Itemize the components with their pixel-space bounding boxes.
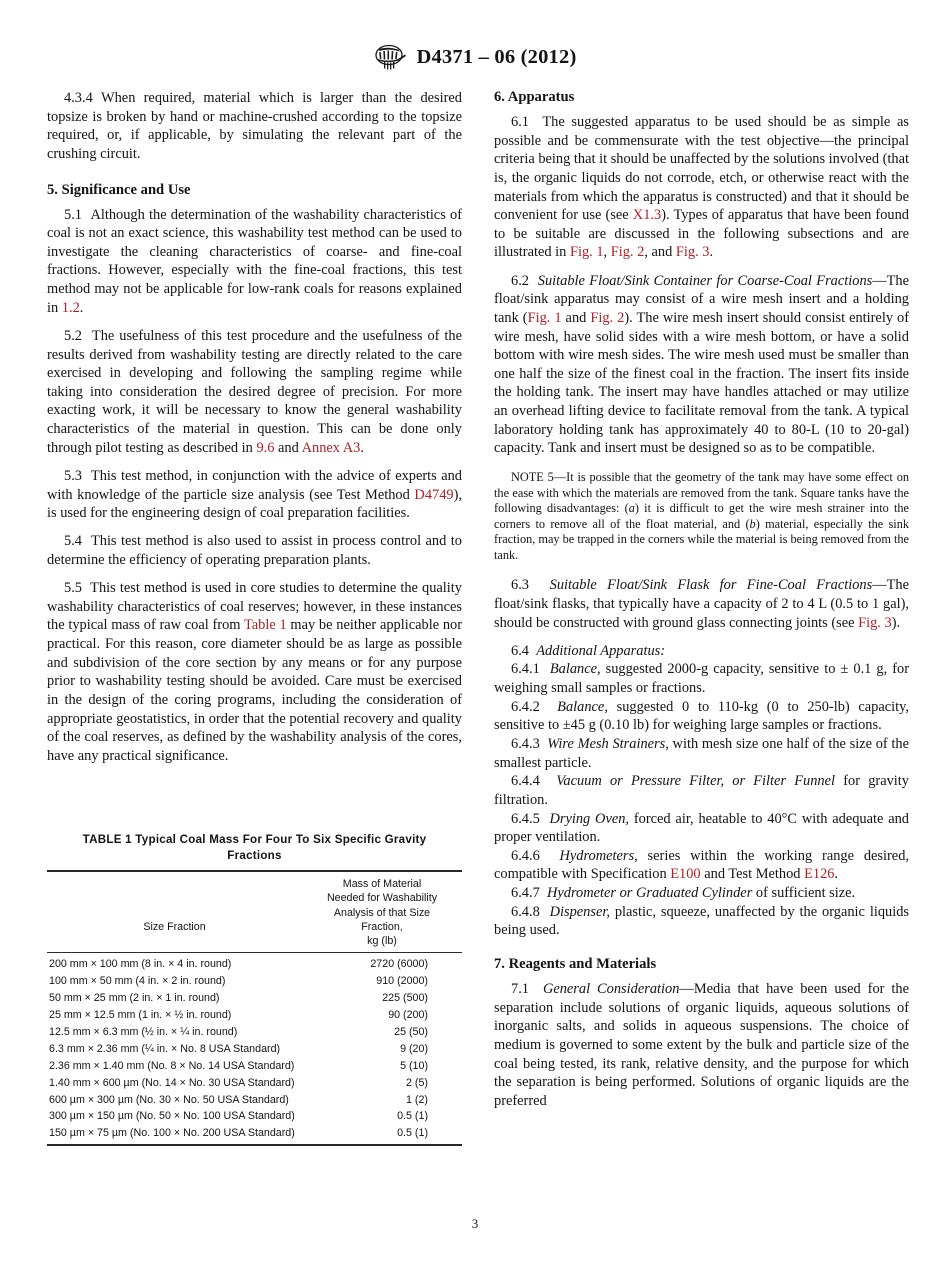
link-e126[interactable]: E126 <box>804 866 835 883</box>
heading-reagents-and-materials: 7. Reagents and Materials <box>494 955 657 972</box>
cell-size-fraction: 100 mm × 50 mm (4 in. × 2 in. round) <box>49 975 226 988</box>
clause-number: 6.4.8 <box>511 903 540 920</box>
paragraph-5-1 <box>47 206 462 318</box>
clause-text-tail: may be neither applicable nor practical. For this reason, core diameter should be as large as possible and subdivision of the core section by any means or for any purpose prior to washability testing should be avoided. Care must be exercised in the design of the coring programs, including the consideration of appropriate geostatistics, in order that the potential recovery and quality of the coal reserves, as defined by the washability analysis of the cores, have any practical significance. <box>47 617 463 764</box>
clause-text-mid: and <box>274 439 302 456</box>
clause-number: 6.3 <box>511 577 529 594</box>
clause-title: Hydrometers, <box>559 847 638 864</box>
link-e100[interactable]: E100 <box>670 866 701 883</box>
table-row <box>47 1007 462 1024</box>
clause-title: Wire Mesh Strainers, <box>547 735 669 752</box>
cell-size-fraction: 1.40 mm × 600 µm (No. 14 × No. 30 USA Standard) <box>49 1076 295 1089</box>
cell-mass: 2720 (6000) <box>370 958 428 971</box>
table-caption: TABLE 1 Typical Coal Mass For Four To Six Specific Gravity Fractions <box>82 832 427 863</box>
page-header <box>0 44 950 71</box>
clause-number: 4.3.4 <box>64 90 93 106</box>
clause-text-tail: . <box>79 299 84 316</box>
clause-number: 7.1 <box>511 980 529 997</box>
separator: , <box>603 244 611 261</box>
paragraph-6-4-3 <box>494 735 909 772</box>
note-label: NOTE 5 <box>511 470 554 485</box>
paragraph-5-3 <box>47 467 462 523</box>
clause-number: 6.4.7 <box>511 885 540 902</box>
clause-text-tail: ). The wire mesh insert should consist entirely of wire mesh, have solid sides with a wire mesh bottom, or have a solid bottom with wire mesh sides. The wire mesh used must be smaller than one half the size of the finest coal in the fraction. The insert fits inside the holding tank. The insert may have handles attached or may utilize an overhead lifting device to facilitate removal from the tank. A typical laboratory holding tank has approximately 40 to 80-L (10 to 20-gal) capacity. Tank and insert must be designed so as to be compatible. <box>494 309 909 457</box>
cell-size-fraction: 2.36 mm × 1.40 mm (No. 8 × No. 14 USA Standard) <box>49 1059 295 1072</box>
clause-number: 6.2 <box>511 272 529 289</box>
heading-significance-and-use: 5. Significance and Use <box>47 181 191 198</box>
paragraph-6-4-4 <box>494 772 909 809</box>
clause-title: Balance, <box>549 661 601 678</box>
link-fig-3[interactable]: Fig. 3 <box>858 614 892 631</box>
clause-text: —The float/sink apparatus may consist of a wire mesh insert and a holding tank ( <box>494 272 910 326</box>
clause-title: General Consideration <box>542 980 680 997</box>
table-1-block <box>47 832 462 1147</box>
clause-text: for gravity filtration. <box>494 773 909 808</box>
separator: and <box>561 309 591 326</box>
clause-number: 6.4.4 <box>511 773 540 790</box>
clause-text: suggested 0 to 110-kg (0 to 250-lb) capacity, sensitive to ±45 g (0.10 lb) for weighing large samples or fractions. <box>494 698 909 734</box>
heading-apparatus: 6. Apparatus <box>494 89 575 105</box>
clause-text: plastic, squeeze, unaffected by the organic liquids being used. <box>494 903 909 939</box>
paragraph-4-3-4 <box>47 89 462 164</box>
cell-size-fraction: 50 mm × 25 mm (2 in. × 1 in. round) <box>49 992 220 1005</box>
header-line: Analysis of that Size <box>333 906 431 919</box>
table-row <box>47 1125 462 1146</box>
paragraph-7-1 <box>494 980 909 1110</box>
clause-number: 5.2 <box>64 327 82 344</box>
table-row <box>47 990 462 1007</box>
clause-text: Although the determination of the washability characteristics of coal is not an exact science, this washability test method can be used to investigate the cleaning characteristics of coarse- and fine-coal fractions. However, especially with the fine-coal fractions, this test method may not be applicable for low-rank coals for reasons explained in <box>47 206 463 316</box>
clause-title: Hydrometer or Graduated Cylinder <box>546 885 753 902</box>
cell-size-fraction: 150 µm × 75 µm (No. 100 × No. 200 USA Standard) <box>49 1127 295 1140</box>
clause-text-mid: ). Types of apparatus that have been found to be suitable are discussed in the following subsections and are illustrated in <box>494 207 910 261</box>
clause-number: 6.1 <box>511 114 529 130</box>
paragraph-6-4-7 <box>494 884 909 903</box>
link-table-1[interactable]: Table 1 <box>243 617 287 634</box>
paragraph-6-4-2 <box>494 698 909 735</box>
clause-title: Suitable Float/Sink Flask for Fine-Coal Fractions <box>549 577 873 594</box>
clause-number: 6.4.2 <box>511 698 540 715</box>
clause-text: This test method, in conjunction with the advice of experts and with knowledge of the particle size analysis (see Test Method <box>47 467 462 503</box>
cell-mass: 1 (2) <box>406 1093 428 1106</box>
table-row <box>47 1074 462 1091</box>
clause-text: This test method is also used to assist in process control and to determine the efficiency of operating preparation plants. <box>47 533 462 568</box>
clause-text-mid: and Test Method <box>700 866 805 883</box>
paragraph-6-1 <box>494 113 909 262</box>
clause-number: 5.4 <box>64 533 82 550</box>
note-item-b: b <box>749 516 756 531</box>
left-column <box>47 89 462 1146</box>
cell-mass: 910 (2000) <box>376 975 428 988</box>
clause-text: The usefulness of this test procedure and the usefulness of the results derived from washability testing are directly related to the care exercised in developing and following the sampling regime while taking into consideration the desired degree of precision. For more exacting work, it will be necessary to know the general washability characteristics of the material in question. This can be done only through pilot testing as described in <box>47 327 462 456</box>
cell-mass: 9 (20) <box>400 1042 428 1055</box>
header-line: Needed for Washability <box>326 892 438 905</box>
standard-designation: D4371 – 06 (2012) <box>416 46 577 68</box>
clause-text: forced air, heatable to 40°C with adequate and proper ventilation. <box>494 810 909 846</box>
page-number: 3 <box>471 1216 479 1231</box>
note-text: —It is possible that the geometry of the tank may have some effect on the ease with which the materials are removed from the tank. Square tanks have the following disadvantages: ( <box>494 470 909 516</box>
paragraph-6-3 <box>494 576 909 632</box>
link-x1-3[interactable]: X1.3 <box>632 207 662 224</box>
paragraph-6-4-6 <box>494 847 909 884</box>
header-line: kg (lb) <box>367 935 397 948</box>
table-row <box>47 973 462 990</box>
cell-mass: 5 (10) <box>400 1059 428 1072</box>
link-annex-a3[interactable]: Annex A3 <box>301 439 361 456</box>
link-d4749[interactable]: D4749 <box>414 486 454 503</box>
table-row <box>47 1108 462 1125</box>
clause-title: Balance, <box>557 698 608 715</box>
table-row <box>47 1040 462 1057</box>
header-line: Mass of Material <box>342 878 422 891</box>
clause-number: 6.4.5 <box>511 810 540 827</box>
clause-text-tail: . <box>360 439 364 456</box>
clause-number: 6.4 <box>511 642 529 659</box>
clause-number: 6.4.1 <box>511 661 540 678</box>
cell-size-fraction: 300 µm × 150 µm (No. 50 × No. 100 USA Standard) <box>49 1110 295 1123</box>
clause-text-tail: ). <box>891 614 901 631</box>
cell-mass: 2 (5) <box>406 1076 428 1089</box>
paragraph-6-4-1 <box>494 660 909 697</box>
column-header-size-fraction: Size Fraction <box>143 921 206 934</box>
note-text-mid: ) it is difficult to get the wire mesh strainer into the corners to remove all of the float material, and ( <box>494 501 909 531</box>
cell-mass: 225 (500) <box>382 992 428 1005</box>
link-9-6[interactable]: 9.6 <box>256 439 275 456</box>
separator: , and <box>644 244 676 261</box>
paragraph-6-2 <box>494 272 909 458</box>
header-line: Fraction, <box>361 920 403 933</box>
clause-number: 6.4.6 <box>511 847 540 864</box>
paragraph-6-4-8 <box>494 903 909 940</box>
clause-title: Dispenser, <box>549 903 610 920</box>
clause-title: Suitable Float/Sink Container for Coarse-Coal Fractions <box>537 272 873 289</box>
clause-text: with mesh size one half of the size of the smallest particle. <box>494 735 909 771</box>
coal-mass-table <box>47 870 462 1146</box>
cell-size-fraction: 25 mm × 12.5 mm (1 in. × ½ in. round) <box>49 1008 232 1021</box>
cell-mass: 25 (50) <box>394 1025 428 1038</box>
link-1-2[interactable]: 1.2 <box>61 299 80 316</box>
note-item-a: a <box>628 501 635 516</box>
cell-mass: 0.5 (1) <box>397 1110 428 1123</box>
table-body <box>47 953 462 1146</box>
astm-logo-icon <box>374 44 408 71</box>
clause-number: 6.4.3 <box>511 735 540 752</box>
table-row <box>47 1024 462 1041</box>
link-fig-2[interactable]: Fig. 2 <box>610 244 645 261</box>
column-header-mass <box>302 871 462 953</box>
clause-title: Drying Oven, <box>549 810 630 827</box>
clause-title: Vacuum or Pressure Filter, or Filter Funnel <box>556 773 836 790</box>
cell-size-fraction: 600 µm × 300 µm (No. 30 × No. 50 USA Standard) <box>49 1093 289 1106</box>
cell-size-fraction: 12.5 mm × 6.3 mm (½ in. × ¼ in. round) <box>49 1025 238 1038</box>
clause-text-tail: . <box>834 866 839 883</box>
paragraph-5-2 <box>47 327 462 457</box>
clause-number: 5.1 <box>64 206 82 223</box>
cell-size-fraction: 6.3 mm × 2.36 mm (¼ in. × No. 8 USA Standard) <box>49 1042 281 1055</box>
clause-text: —The float/sink flasks, that typically have a capacity of 2 to 4 L (0.5 to 1 gal), should be constructed with ground glass connecting joints (see <box>494 577 909 631</box>
clause-text-tail: . <box>709 244 714 261</box>
clause-text-tail: ), is used for the engineering design of coal preparation facilities. <box>47 486 462 522</box>
cell-mass: 90 (200) <box>388 1008 428 1021</box>
paragraph-6-4 <box>494 642 909 661</box>
clause-number: 5.5 <box>64 580 82 597</box>
cell-size-fraction: 200 mm × 100 mm (8 in. × 4 in. round) <box>49 958 232 971</box>
right-column <box>494 89 909 1146</box>
paragraph-5-4 <box>47 532 462 569</box>
clause-number: 5.3 <box>64 467 82 484</box>
clause-text: The suggested apparatus to be used should be as simple as possible and be commensurate with the test objective—the principal criteria being that it should be unaffected by the solutions involved (that is, the organic liquids do not corrode, etch, or otherwise react with the materials from which the apparatus is constructed) and that it should be convenient for use (see <box>494 114 909 224</box>
cell-mass: 0.5 (1) <box>397 1127 428 1140</box>
clause-text: series within the working range desired, compatible with Specification <box>494 847 909 883</box>
link-fig-2[interactable]: Fig. 2 <box>590 309 625 326</box>
clause-text: This test method is used in core studies to determine the quality washability characteristics of coal reserves; however, in these instances the typical mass of raw coal from <box>47 580 462 634</box>
body-columns <box>47 89 909 1146</box>
link-fig-1[interactable]: Fig. 1 <box>569 244 604 261</box>
link-fig-3[interactable]: Fig. 3 <box>675 244 710 261</box>
note-5 <box>494 470 909 563</box>
paragraph-6-4-5 <box>494 810 909 847</box>
clause-text: suggested 2000-g capacity, sensitive to ± 0.1 g, for weighing small samples or fractions. <box>494 661 909 697</box>
paragraph-5-5 <box>47 579 462 765</box>
link-fig-1[interactable]: Fig. 1 <box>527 309 562 326</box>
note-text-tail: ) material, especially the sink fraction, may be trapped in the corners while the material is being removed from the tank. <box>494 516 910 562</box>
table-row <box>47 1057 462 1074</box>
clause-text: of sufficient size. <box>752 885 856 902</box>
table-head <box>47 871 462 953</box>
table-row <box>47 1091 462 1108</box>
clause-text: When required, material which is larger than the desired topsize is broken by hand or machine-crushed according to the topsize required, or, if applicable, by simulating the relevant part of the crushing circuit. <box>47 90 462 162</box>
table-header-row <box>47 871 462 953</box>
clause-title: Additional Apparatus: <box>536 642 666 659</box>
table-row <box>47 953 462 973</box>
clause-text: —Media that have been used for the separation include solutions of organic liquids, aqueous solutions of inorganic salts, and solids in aqueous suspensions. The choice of medium is governed to some extent by the bulk and particle size of the coal being tested, its rank, relative density, and the purpose for which the separation is being performed. Solutions of organic liquids are the preferred <box>494 980 910 1109</box>
